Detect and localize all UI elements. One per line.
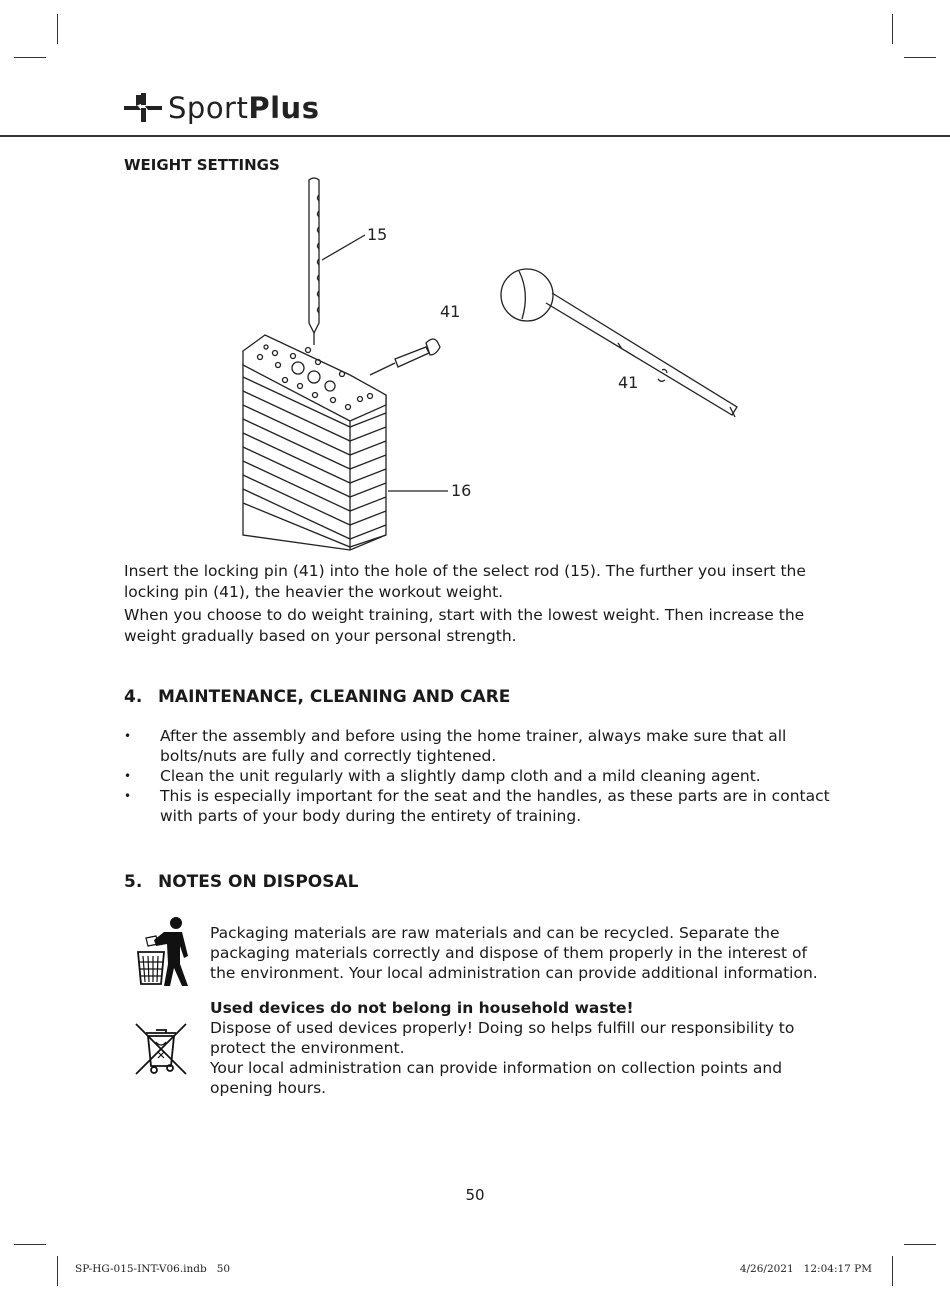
callout-pin-detail: 41 (618, 373, 639, 392)
callout-pin: 41 (440, 302, 461, 321)
devices-heading: Used devices do not belong in household waste! (210, 999, 634, 1017)
weight-settings-text-2: When you choose to do weight training, start with the lowest weight. Then increase the weight gradually based on your personal strength. (124, 606, 805, 645)
brand-logo (124, 88, 319, 128)
weight-settings-paragraph (124, 561, 834, 647)
header-rule (0, 135, 950, 137)
maintenance-list (124, 726, 834, 826)
plus-logo-icon (124, 89, 162, 127)
callout-rod: 15 (367, 225, 388, 244)
locking-pin-detail (501, 269, 737, 417)
callout-stack: 16 (451, 481, 472, 500)
section-title: MAINTENANCE, CLEANING AND CARE (158, 687, 511, 707)
disposal-heading (124, 872, 358, 892)
list-item: • After the assembly and before using the home trainer, always make sure that all bolts/nuts are fully and correctly tightened. (124, 726, 834, 766)
crossed-out-bin-icon (134, 1020, 188, 1078)
devices-text-1: Dispose of used devices properly! Doing so helps fulfill our responsibility to protect the environment. (210, 1019, 795, 1057)
footer-timestamp: 4/26/2021 12:04:17 PM (739, 1263, 872, 1275)
footer-file: SP-HG-015-INT-V06.indb 50 (75, 1263, 231, 1275)
list-item: • This is especially important for the seat and the handles, as these parts are in contact with parts of your body during the entirety of training. (124, 786, 834, 826)
weight-settings-heading: WEIGHT SETTINGS (124, 156, 280, 174)
recycle-bin-person-icon (134, 916, 192, 988)
section-number: 5. (124, 872, 143, 892)
list-item: • Clean the unit regularly with a slightly damp cloth and a mild cleaning agent. (124, 766, 834, 786)
locking-pin-inserted (370, 339, 440, 375)
weight-settings-text-1: Insert the locking pin (41) into the hole of the select rod (15). The further you insert the locking pin (41), the heavier the workout weight. (124, 562, 806, 601)
devices-text-2: Your local administration can provide information on collection points and opening hours. (210, 1059, 783, 1097)
page-number: 50 (465, 1186, 485, 1204)
section-number: 4. (124, 687, 143, 707)
plate-stack (243, 335, 386, 550)
brand-name: SportPlus (168, 91, 320, 125)
maintenance-heading (124, 687, 510, 707)
packaging-text: Packaging materials are raw materials and can be recycled. Separate the packaging materials correctly and dispose of them properly in the interest of the environment. Your local administration can provide additional information. (210, 924, 818, 982)
weight-stack-illustration (230, 175, 750, 560)
devices-notice (210, 998, 830, 1098)
section-title: NOTES ON DISPOSAL (158, 872, 359, 892)
